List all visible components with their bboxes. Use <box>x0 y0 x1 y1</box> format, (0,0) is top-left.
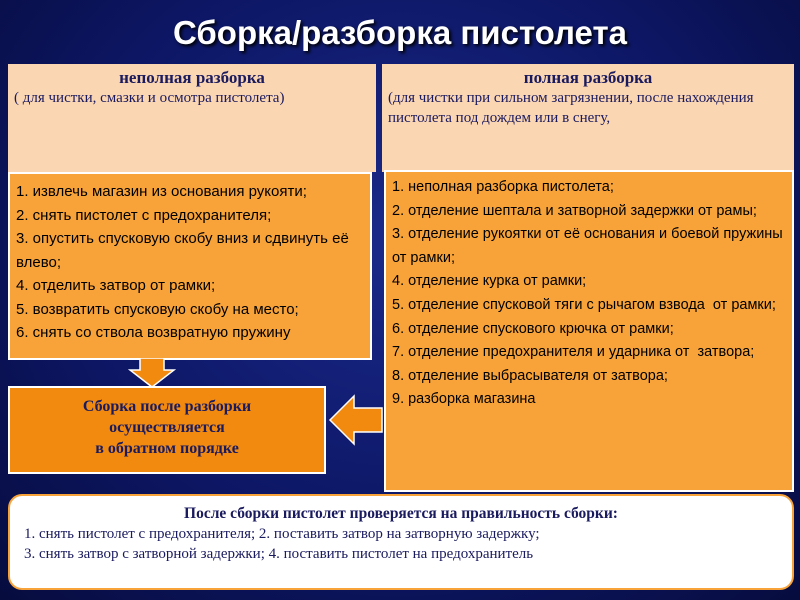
assembly-line-3: в обратном порядке <box>95 440 239 457</box>
complete-step: 6. отделение спускового крючка от рамки; <box>392 320 674 337</box>
incomplete-step: 6. снять со ствола возвратную пружину <box>16 324 291 341</box>
down-arrow-icon <box>128 358 176 388</box>
complete-step: 1. неполная разборка пистолета; <box>392 179 614 195</box>
left-arrow-icon <box>328 394 384 446</box>
complete-subtitle: (для чистки при сильном загрязнении, после нахождения пистолета под дождем или в снегу, <box>388 90 754 126</box>
incomplete-steps-box <box>8 172 372 360</box>
complete-heading: полная разборка <box>523 68 653 87</box>
complete-steps-box <box>384 170 794 492</box>
complete-step: 4. отделение курка от рамки; <box>392 273 587 290</box>
assembly-line-1: Сборка после разборки <box>82 398 252 415</box>
incomplete-subtitle: ( для чистки, смазки и осмотра пистолета) <box>14 90 285 106</box>
incomplete-heading: неполная разборка <box>119 68 265 87</box>
slide-title: Сборка/разборка пистолета <box>173 14 627 51</box>
incomplete-step: 5. возвратить спусковую скобу на место; <box>16 300 299 318</box>
assembly-line-2: осуществляется <box>109 419 225 436</box>
check-line-2: 3. снять затвор с затворной задержки; 4. поставить пистолет на предохранитель <box>24 546 534 562</box>
incomplete-step: 3. опустить спусковую скобу вниз и сдвинуть её влево; <box>16 230 353 271</box>
complete-step: 3. отделение рукоятки от её основания и боевой пружины от рамки; <box>392 226 787 266</box>
assembly-note-box <box>8 386 326 474</box>
complete-step: 7. отделение предохранителя и ударника от затвора; <box>392 344 755 361</box>
incomplete-step: 2. снять пистолет с предохранителя; <box>16 206 272 224</box>
complete-step: 2. отделение шептала и затворной задержки от рамы; <box>392 202 757 219</box>
incomplete-step: 4. отделить затвор от рамки; <box>16 277 216 294</box>
check-heading: После сборки пистолет проверяется на правильность сборки: <box>184 505 618 522</box>
assembly-check-box <box>8 494 794 590</box>
incomplete-step: 1. извлечь магазин из основания рукояти; <box>16 183 307 200</box>
incomplete-disassembly-header <box>8 64 376 172</box>
complete-step: 8. отделение выбрасывателя от затвора; <box>392 367 668 384</box>
check-line-1: 1. снять пистолет с предохранителя; 2. поставить затвор на затворную задержку; <box>24 526 540 542</box>
complete-step: 9. разборка магазина <box>392 391 536 408</box>
complete-disassembly-header <box>382 64 794 172</box>
complete-step: 5. отделение спусковой тяги с рычагом взвода от рамки; <box>392 296 776 313</box>
